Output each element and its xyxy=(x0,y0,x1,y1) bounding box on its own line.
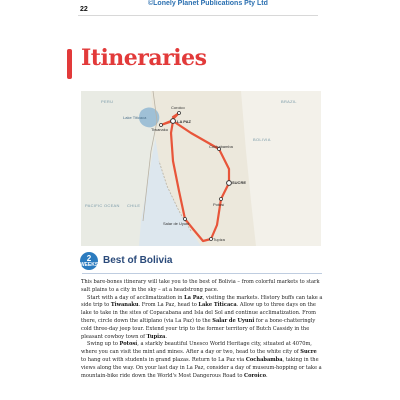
map-label-bolivia: BOLIVIA xyxy=(253,137,271,142)
map-label-tiwanaku: Tiwanaku xyxy=(151,127,168,132)
itinerary-map xyxy=(81,91,321,246)
map-label-salar: Salar de Uyuni xyxy=(163,221,190,226)
map-label-pacific: PACIFIC OCEAN xyxy=(85,203,120,208)
map-label-lake-titicaca: Lake Titicaca xyxy=(123,115,147,120)
chapter-tab-marker xyxy=(67,49,72,79)
la-paz-marker xyxy=(171,119,176,124)
paragraph-potosi: Swing up to Potosí, a starkly beautiful Unesco World Heritage city, situated at 4070m, where you can visit the mint and mines. After a day or two, head to the white city of Sucre to hang out with students in grand plazas. Return to La Paz via Cochabamba, taking in the views along the way. On your last day in La Paz, consider a day of museum-hopping or take a mountain-bike ride down the World's Most Dangerous Road to Coroico. xyxy=(81,341,322,379)
copyright-notice: ©Lonely Planet Publications Pty Ltd xyxy=(148,0,268,7)
map-label-brazil: BRAZIL xyxy=(281,99,297,104)
header-divider xyxy=(78,15,318,16)
duration-badge xyxy=(80,252,98,270)
sucre-marker xyxy=(227,181,232,186)
map-label-chile: CHILE xyxy=(127,203,141,208)
itinerary-body xyxy=(81,279,323,380)
map-label-potosi: Potosí xyxy=(213,202,225,207)
badge-unit: WEEKS xyxy=(79,261,99,268)
section-divider xyxy=(82,273,322,274)
section-heading: Best of Bolivia xyxy=(103,255,173,266)
coroico-marker xyxy=(178,112,181,115)
map-label-coroico: Coroico xyxy=(171,105,185,110)
map-label-la-paz: LA PAZ xyxy=(177,119,191,124)
map-label-peru: PERU xyxy=(101,99,114,104)
map-graphic xyxy=(81,91,321,246)
intro-paragraph: This bare-bones itinerary will take you to the best of Bolivia – from colorful markets to stark salt plains to a city in the sky – at a headstrong pace. xyxy=(81,279,320,293)
potosi-marker xyxy=(220,198,223,201)
map-label-sucre: SUCRE xyxy=(232,180,247,185)
map-label-cochabamba: Cochabamba xyxy=(209,144,233,149)
map-label-tupiza: Tupiza xyxy=(213,237,225,242)
badge-number: 2 xyxy=(86,253,92,263)
page-title: Itineraries xyxy=(81,45,207,71)
paragraph-la-paz: Start with a day of acclimatization in La Paz, visiting the markets. History buffs can take a side trip to Tiwanaku. From La Paz, head to Lake Titicaca. Allow up to three days on the lake to take in the sites of Copacabana and Isla del Sol and continue acclimatization. From there, circle down the altiplano (via La Paz) to the Salar de Uyuni for a bone-chatteringly cold three-day jeep tour. Extend your trip to the former territory of Butch Cassidy in the pleasant cowboy town of Tupiza. xyxy=(81,294,323,340)
page-number: 22 xyxy=(80,6,88,13)
